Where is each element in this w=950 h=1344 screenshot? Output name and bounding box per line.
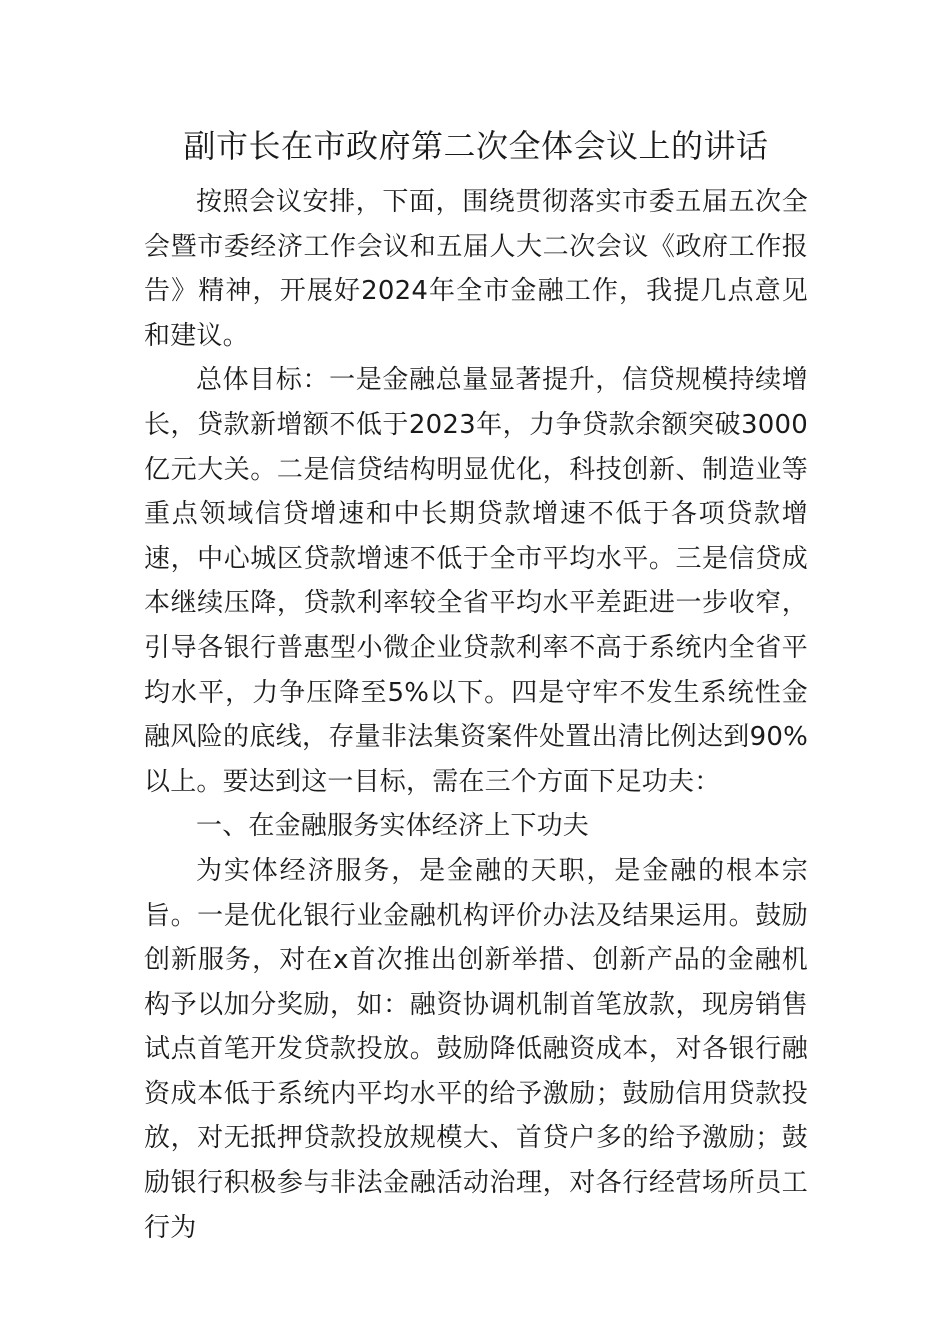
document-title: 副市长在市政府第二次全体会议上的讲话: [183, 127, 769, 165]
paragraph-real-economy: 为实体经济服务，是金融的天职，是金融的根本宗旨。一是优化银行业金融机构评价办法及结果运用。鼓励创新服务，对在x首次推出创新举措、创新产品的金融机构予以加分奖励，如：融资协调机制首笔放款，现房销售试点首笔开发贷款投放。鼓励降低融资成本，对各银行融资成本低于系统内平均水平的给予激励；鼓励信用贷款投放，对无抵押贷款投放规模大、首贷户多的给予激励；鼓励银行积极参与非法金融活动治理，对各行经营场所员工行为: [144, 855, 808, 1243]
document-page: [144, 118, 808, 1250]
paragraph-intro: 按照会议安排，下面，围绕贯彻落实市委五届五次全会暨市委经济工作会议和五届人大二次会议《政府工作报告》精神，开展好2024年全市金融工作，我提几点意见和建议。: [144, 187, 808, 351]
section-heading-one: 一、在金融服务实体经济上下功夫: [196, 811, 590, 842]
paragraph-overall-goals: 总体目标：一是金融总量显著提升，信贷规模持续增长，贷款新增额不低于2023年，力争贷款余额突破3000亿元大关。二是信贷结构明显优化，科技创新、制造业等重点领域信贷增速和中长期贷款增速不低于各项贷款增速，中心城区贷款增速不低于全市平均水平。三是信贷成本继续压降，贷款利率较全省平均水平差距进一步收窄，引导各银行普惠型小微企业贷款利率不高于系统内全省平均水平，力争压降至5%以下。四是守牢不发生系统性金融风险的底线，存量非法集资案件处置出清比例达到90%以上。要达到这一目标，需在三个方面下足功夫：: [144, 365, 808, 797]
